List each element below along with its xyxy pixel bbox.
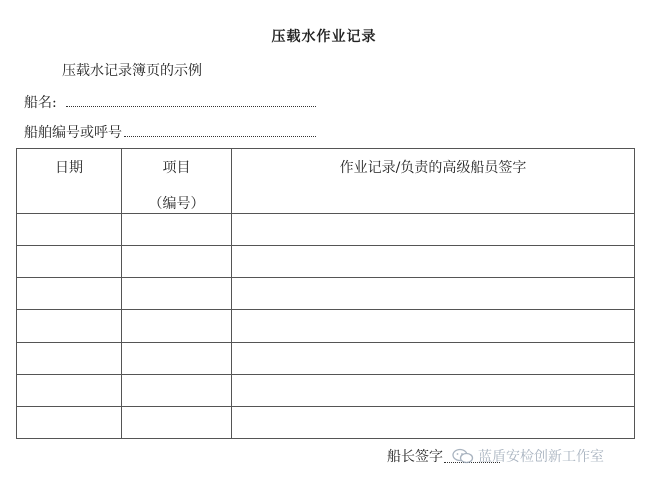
page-title: 压载水作业记录: [271, 29, 377, 45]
subtitle: 压载水记录簿页的示例: [62, 63, 202, 79]
cell-date: [17, 342, 122, 374]
cell-record: [232, 278, 635, 310]
cell-item: [122, 310, 232, 342]
cell-record: [232, 214, 635, 246]
ship-id-label: 船舶编号或呼号: [24, 125, 122, 141]
cell-record: [232, 374, 635, 406]
cell-date: [17, 374, 122, 406]
watermark: [452, 446, 604, 466]
cell-date: [17, 278, 122, 310]
wechat-icon: [452, 448, 474, 464]
header-date: 日期: [17, 149, 122, 214]
cell-item: [122, 342, 232, 374]
cell-date: [17, 214, 122, 246]
header-item: [122, 149, 232, 214]
table-row: [17, 342, 635, 374]
ship-id-line: [124, 136, 316, 137]
header-item-sub: （编号）: [148, 196, 205, 212]
captain-signature-label: 船长签字: [387, 449, 443, 465]
cell-date: [17, 310, 122, 342]
cell-item: [122, 214, 232, 246]
cell-item: [122, 406, 232, 438]
table-row: [17, 278, 635, 310]
table-row: [17, 374, 635, 406]
cell-record: [232, 342, 635, 374]
table-row: [17, 310, 635, 342]
watermark-text: 蓝盾安检创新工作室: [478, 449, 604, 465]
cell-date: [17, 246, 122, 278]
ballast-record-table: [16, 148, 635, 439]
table-row: [17, 246, 635, 278]
table-row: [17, 214, 635, 246]
cell-record: [232, 406, 635, 438]
cell-item: [122, 246, 232, 278]
cell-date: [17, 406, 122, 438]
header-record: 作业记录/负责的高级船员签字: [232, 149, 635, 214]
cell-item: [122, 278, 232, 310]
cell-record: [232, 246, 635, 278]
cell-item: [122, 374, 232, 406]
cell-record: [232, 310, 635, 342]
ship-name-line: [66, 106, 316, 107]
header-item-label: 项目: [162, 160, 191, 176]
ship-name-label: 船名:: [24, 95, 57, 111]
header-row: [17, 149, 635, 214]
table-row: [17, 406, 635, 438]
